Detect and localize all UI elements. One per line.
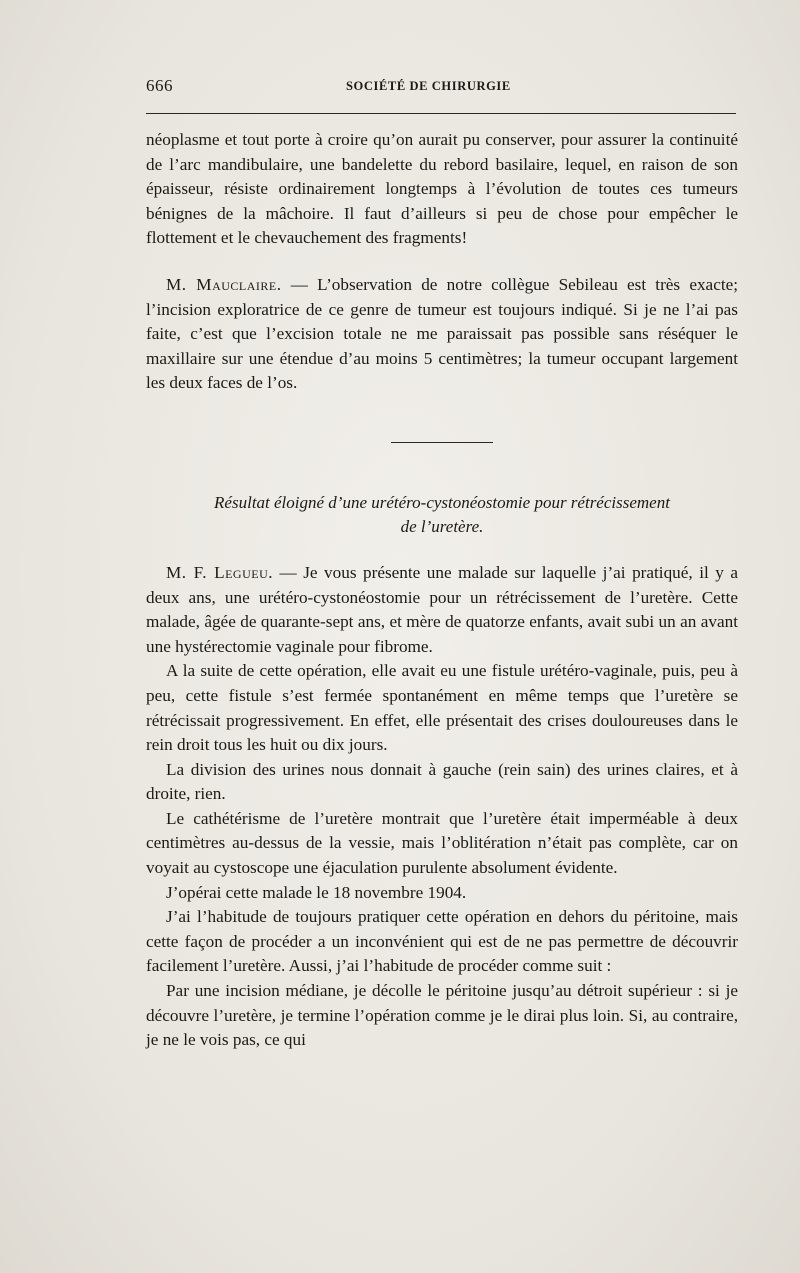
- speaker-legueu: M. F. Legueu.: [166, 562, 274, 582]
- section-title-line-1: Résultat éloigné d’une urétéro-cystonéostomie pour rétrécissement: [214, 492, 670, 512]
- paragraph-operation-date: J’opérai cette malade le 18 novembre 1904.: [166, 882, 467, 902]
- paragraph-legueu-text: — Je vous présente une malade sur laquelle j’ai pratiqué, il y a deux ans, une urétéro-cystonéostomie pour un rétrécissement de l’uretère. Cette malade, âgée de quarante-sept ans, et mère de quatorze enfants, avait subi un an avant une hystérectomie vaginale pour fibrome.: [146, 562, 738, 656]
- section-title-line-2: de l’uretère.: [400, 516, 484, 536]
- paragraph-gap: [146, 251, 738, 273]
- section-divider: [391, 442, 493, 443]
- paragraph-habitude: J’ai l’habitude de toujours pratiquer cette opération en dehors du péritoine, mais cette façon de procéder a un inconvénient qui est de ne pas permettre de découvrir facilement l’uretère. Aussi, j’ai l’habitude de procéder comme suit :: [146, 907, 738, 976]
- body-text: [146, 128, 738, 1053]
- paragraph-division-urines: La division des urines nous donnait à gauche (rein sain) des urines claires, et à droite, rien.: [146, 759, 738, 804]
- section-title: [146, 491, 738, 539]
- paragraph-mauclaire-text: — L’observation de notre collègue Sebileau est très exacte; l’incision exploratrice de ce genre de tumeur est toujours indiqué. Si je ne l’ai pas faite, c’est que l’excision totale ne me paraissait pas possible sans réséquer le maxillaire sur une étendue d’au moins 5 centimètres; la tumeur occupant largement les deux faces de l’os.: [146, 274, 738, 393]
- paragraph-continuation: néoplasme et tout porte à croire qu’on aurait pu conserver, pour assurer la continuité de l’arc mandibulaire, une bandelette du rebord basilaire, lequel, en raison de son épaisseur, résiste ordinairement longtemps à l’évolution de toutes ces tumeurs bénignes de la mâchoire. Il faut d’ailleurs si peu de chose pour empêcher le flottement et le chevauchement des fragments!: [146, 130, 738, 248]
- page-number: 666: [146, 76, 173, 95]
- header-rule: [146, 113, 736, 114]
- running-head: SOCIÉTÉ DE CHIRURGIE: [346, 79, 511, 93]
- paragraph-fistule: A la suite de cette opération, elle avait eu une fistule urétéro-vaginale, puis, peu à peu, cette fistule s’est fermée spontanément en même temps que l’uretère se rétrécissait progressivement. En effet, elle présentait des crises douloureuses dans le rein droit tous les huit ou dix jours.: [146, 661, 738, 755]
- paragraph-incision: Par une incision médiane, je décolle le péritoine jusqu’au détroit supérieur : si je découvre l’uretère, je termine l’opération comme je le dirai plus loin. Si, au contraire, je ne le vois pas, ce qui: [146, 981, 738, 1050]
- paragraph-catheterisme: Le cathétérisme de l’uretère montrait que l’uretère était imperméable à deux centimètres au-dessus de la vessie, mais l’oblitération n’était pas complète, car on voyait au cystoscope une éjaculation purulente absolument évidente.: [146, 808, 738, 878]
- page-header: [146, 76, 736, 100]
- paragraph-legueu: [146, 561, 738, 659]
- paragraph-mauclaire: [146, 273, 738, 396]
- speaker-mauclaire: M. Mauclaire.: [166, 274, 282, 294]
